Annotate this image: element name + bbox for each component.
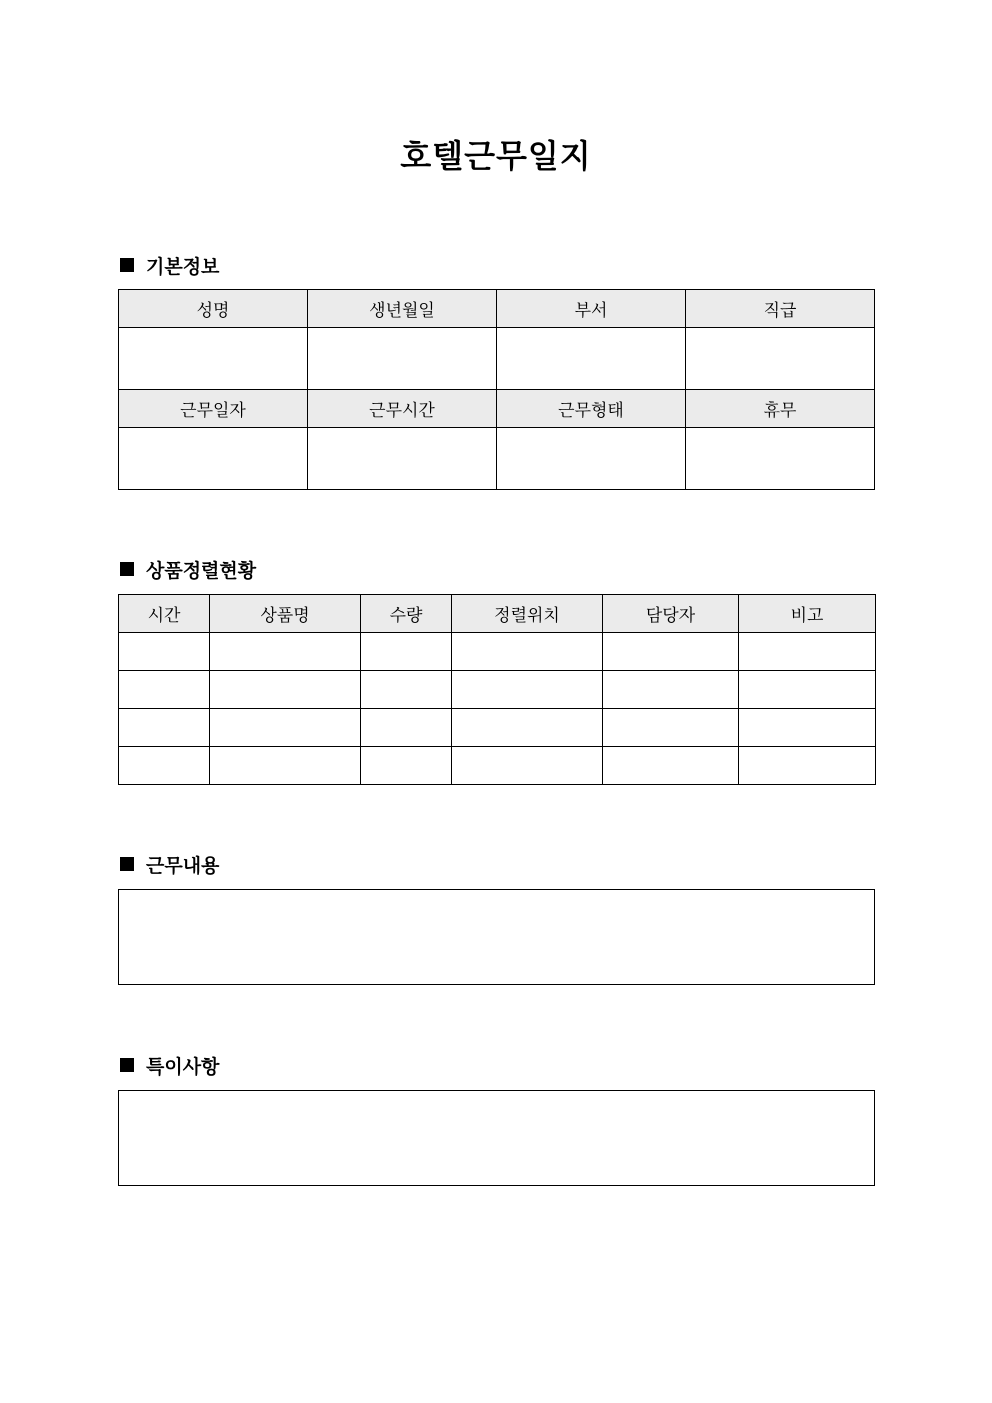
person-in-charge-cell[interactable] bbox=[603, 747, 739, 785]
work-content-box[interactable] bbox=[118, 889, 875, 985]
person-in-charge-cell[interactable] bbox=[603, 633, 739, 671]
header-remarks: 비고 bbox=[739, 595, 876, 633]
remarks-cell[interactable] bbox=[739, 747, 876, 785]
header-name: 성명 bbox=[119, 290, 308, 328]
product-name-cell[interactable] bbox=[210, 747, 361, 785]
square-bullet-icon bbox=[120, 1058, 134, 1072]
header-department: 부서 bbox=[497, 290, 686, 328]
quantity-cell[interactable] bbox=[361, 633, 452, 671]
product-name-cell[interactable] bbox=[210, 709, 361, 747]
header-position: 직급 bbox=[686, 290, 875, 328]
remarks-cell[interactable] bbox=[739, 709, 876, 747]
square-bullet-icon bbox=[120, 562, 134, 576]
table-row bbox=[119, 671, 876, 709]
section-heading-label: 상품정렬현황 bbox=[146, 559, 257, 582]
name-input-cell[interactable] bbox=[119, 328, 308, 390]
header-product-name: 상품명 bbox=[210, 595, 361, 633]
time-cell[interactable] bbox=[119, 671, 210, 709]
square-bullet-icon bbox=[120, 857, 134, 871]
product-name-cell[interactable] bbox=[210, 633, 361, 671]
header-work-type: 근무형태 bbox=[497, 390, 686, 428]
table-header-row bbox=[119, 390, 875, 428]
work-date-input-cell[interactable] bbox=[119, 428, 308, 490]
section-heading-notes bbox=[120, 1053, 219, 1077]
basic-info-table bbox=[118, 289, 875, 490]
sort-location-cell[interactable] bbox=[452, 633, 603, 671]
section-heading-work bbox=[120, 852, 219, 876]
table-row bbox=[119, 709, 876, 747]
section-heading-label: 특이사항 bbox=[146, 1055, 220, 1078]
sort-location-cell[interactable] bbox=[452, 671, 603, 709]
header-quantity: 수량 bbox=[361, 595, 452, 633]
header-day-off: 휴무 bbox=[686, 390, 875, 428]
table-row bbox=[119, 428, 875, 490]
work-hours-input-cell[interactable] bbox=[308, 428, 497, 490]
time-cell[interactable] bbox=[119, 747, 210, 785]
header-sort-location: 정렬위치 bbox=[452, 595, 603, 633]
person-in-charge-cell[interactable] bbox=[603, 709, 739, 747]
section-heading-label: 기본정보 bbox=[146, 255, 220, 278]
table-header-row bbox=[119, 290, 875, 328]
quantity-cell[interactable] bbox=[361, 709, 452, 747]
table-row bbox=[119, 633, 876, 671]
product-name-cell[interactable] bbox=[210, 671, 361, 709]
quantity-cell[interactable] bbox=[361, 671, 452, 709]
header-time: 시간 bbox=[119, 595, 210, 633]
header-work-date: 근무일자 bbox=[119, 390, 308, 428]
page-title: 호텔근무일지 bbox=[400, 137, 592, 175]
day-off-input-cell[interactable] bbox=[686, 428, 875, 490]
time-cell[interactable] bbox=[119, 633, 210, 671]
section-heading-basic bbox=[120, 253, 219, 277]
header-work-hours: 근무시간 bbox=[308, 390, 497, 428]
special-notes-box[interactable] bbox=[118, 1090, 875, 1186]
remarks-cell[interactable] bbox=[739, 671, 876, 709]
person-in-charge-cell[interactable] bbox=[603, 671, 739, 709]
header-person-in-charge: 담당자 bbox=[603, 595, 739, 633]
time-cell[interactable] bbox=[119, 709, 210, 747]
section-heading-sorting bbox=[120, 557, 256, 581]
sort-location-cell[interactable] bbox=[452, 747, 603, 785]
remarks-cell[interactable] bbox=[739, 633, 876, 671]
header-birthdate: 생년월일 bbox=[308, 290, 497, 328]
product-sorting-table bbox=[118, 594, 876, 785]
section-heading-label: 근무내용 bbox=[146, 854, 220, 877]
table-row bbox=[119, 328, 875, 390]
table-row bbox=[119, 747, 876, 785]
table-header-row bbox=[119, 595, 876, 633]
sort-location-cell[interactable] bbox=[452, 709, 603, 747]
work-type-input-cell[interactable] bbox=[497, 428, 686, 490]
square-bullet-icon bbox=[120, 258, 134, 272]
quantity-cell[interactable] bbox=[361, 747, 452, 785]
position-input-cell[interactable] bbox=[686, 328, 875, 390]
birthdate-input-cell[interactable] bbox=[308, 328, 497, 390]
department-input-cell[interactable] bbox=[497, 328, 686, 390]
